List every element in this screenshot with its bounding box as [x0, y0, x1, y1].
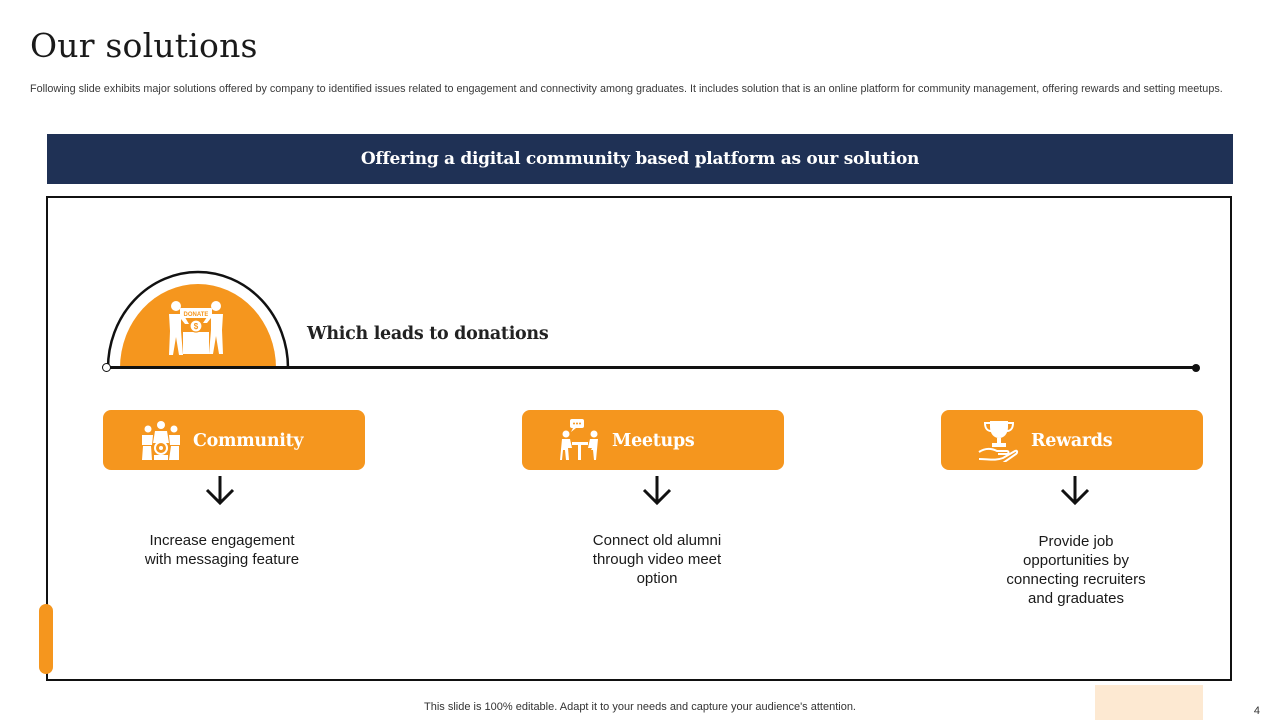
timeline-start-dot — [102, 363, 111, 372]
footer-text: This slide is 100% editable. Adapt it to your needs and capture your audience's attention. — [424, 701, 856, 713]
community-card — [103, 410, 365, 470]
donate-sign-text: DONATE — [183, 312, 209, 318]
footer-note — [0, 701, 1280, 713]
trophy-hand-icon — [977, 418, 1021, 462]
page-number: 4 — [1253, 705, 1260, 717]
rewards-label: Rewards — [1031, 431, 1113, 451]
solution-banner — [47, 134, 1233, 184]
meetups-label: Meetups — [612, 431, 695, 451]
meetups-card — [522, 410, 784, 470]
meetup-icon — [558, 418, 602, 462]
rewards-card — [941, 410, 1203, 470]
down-arrow-icon — [203, 474, 237, 508]
timeline-line — [105, 366, 1197, 369]
page-subtitle: Following slide exhibits major solutions offered by company to identified issues related to engagement and connectivity among graduates. It includes solution that is an online platform for community management, offering rewards and setting meetups. — [30, 83, 1223, 95]
community-icon — [139, 418, 183, 462]
down-arrow-icon — [1058, 474, 1092, 508]
community-label: Community — [193, 431, 304, 451]
donate-icon — [163, 298, 229, 358]
timeline-end-dot — [1192, 364, 1200, 372]
svg-text:$: $ — [193, 322, 199, 331]
banner-text: Offering a digital community based platform as our solution — [360, 149, 920, 169]
meetups-description: Connect old alumni through video meet option — [592, 532, 722, 587]
down-arrow-icon — [640, 474, 674, 508]
rewards-description: Provide job opportunities by connecting recruiters and graduates — [1006, 533, 1146, 607]
community-description: Increase engagement with messaging feature — [144, 532, 300, 568]
donations-label: Which leads to donations — [307, 324, 549, 344]
accent-bar — [39, 604, 53, 674]
page-title: Our solutions — [30, 26, 258, 65]
